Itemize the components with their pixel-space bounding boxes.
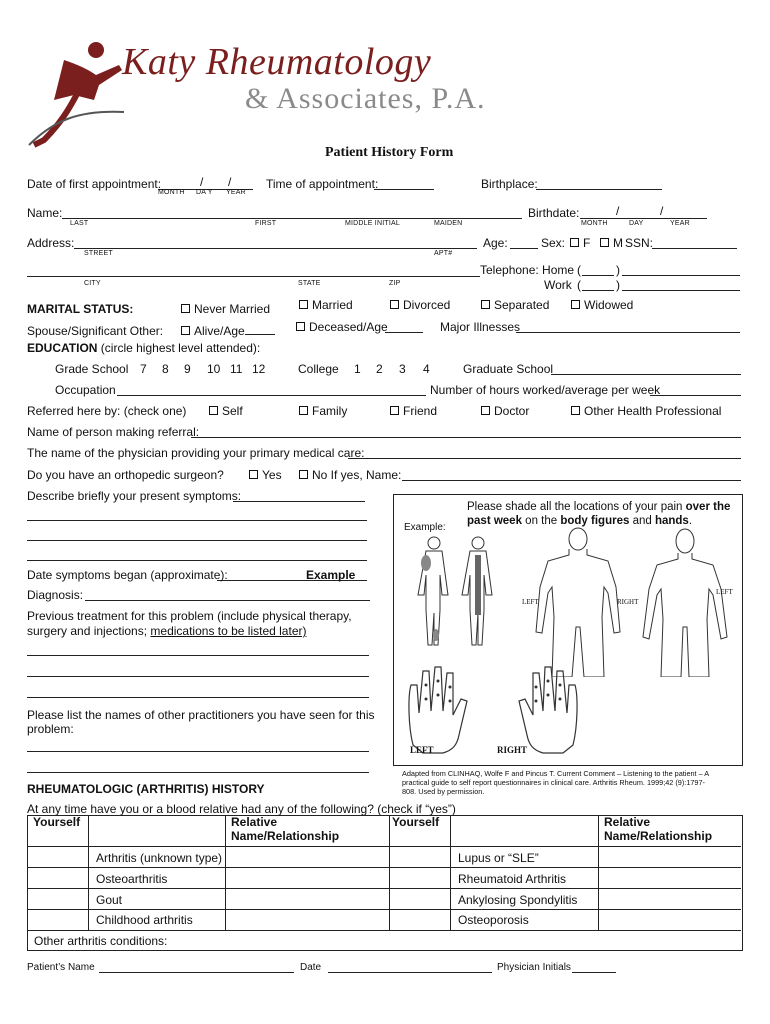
- deceased-option[interactable]: [296, 320, 388, 334]
- hours-field[interactable]: [650, 395, 741, 396]
- checkbox-icon[interactable]: [481, 406, 490, 415]
- footer-patient-name-field[interactable]: [99, 972, 294, 973]
- condition-osteoporosis: Osteoporosis: [458, 913, 529, 927]
- option-label: Family: [312, 404, 348, 418]
- back-body-figure-icon: [528, 527, 628, 677]
- diagnosis-label: Diagnosis:: [27, 588, 84, 602]
- checkbox-icon[interactable]: [209, 406, 218, 415]
- referral-friend[interactable]: [390, 404, 437, 418]
- row-divider: [27, 888, 741, 889]
- instr-emphasis: body figures: [560, 515, 630, 527]
- deceased-age-field[interactable]: [385, 332, 423, 333]
- logo-figure-icon: [24, 40, 134, 150]
- option-label: Married: [312, 298, 353, 312]
- referral-other[interactable]: [571, 404, 721, 418]
- citation-line: Adapted from CLINHAQ, Wolfe F and Pincus T. Current Comment – Listening to the patient – A: [402, 769, 710, 778]
- col-divider: [450, 815, 451, 930]
- col-divider: [88, 815, 89, 930]
- option-label: Deceased/Age: [309, 320, 388, 334]
- option-label: No If yes, Name:: [312, 468, 402, 482]
- option-label: Doctor: [494, 404, 530, 418]
- paren: ): [616, 278, 620, 292]
- ortho-no[interactable]: [299, 468, 401, 482]
- rheum-heading: RHEUMATOLOGIC (ARTHRITIS) HISTORY: [27, 782, 265, 796]
- option-label: Yes: [262, 468, 282, 482]
- treatment-line[interactable]: [27, 697, 369, 698]
- col-relative-line: Name/Relationship: [604, 829, 713, 843]
- paren: (: [577, 263, 581, 277]
- first-appt-label: Date of first appointment:: [27, 177, 162, 191]
- year-caption: YEAR: [226, 189, 246, 196]
- sex-m-option[interactable]: [600, 236, 623, 250]
- col-yourself-left: Yourself: [33, 815, 81, 829]
- state-caption: STATE: [298, 280, 321, 287]
- sex-label: Sex:: [541, 236, 566, 250]
- condition-rheumatoid: Rheumatoid Arthritis: [458, 872, 567, 886]
- city-field[interactable]: [27, 276, 480, 277]
- age-label: Age:: [483, 236, 508, 250]
- ortho-yes[interactable]: [249, 468, 282, 482]
- col-relative-right: [604, 815, 712, 843]
- city-caption: CITY: [84, 280, 101, 287]
- hand-left-label: LEFT: [410, 745, 434, 755]
- marital-option-divorced[interactable]: [390, 298, 450, 312]
- marital-option-married[interactable]: [299, 298, 353, 312]
- grade-11[interactable]: 11: [230, 362, 243, 376]
- first-caption: FIRST: [255, 220, 277, 227]
- form-title: Patient History Form: [325, 145, 454, 160]
- name-field[interactable]: [62, 218, 522, 219]
- checkbox-icon[interactable]: [600, 238, 609, 247]
- medications-note: medications to be listed later): [150, 624, 307, 638]
- option-label: Other Health Professional: [584, 404, 722, 418]
- citation: [402, 769, 709, 796]
- instr-text: and: [629, 515, 655, 527]
- treatment-line[interactable]: [27, 676, 369, 677]
- slash: /: [200, 175, 204, 189]
- last-caption: LAST: [70, 220, 89, 227]
- grade-8[interactable]: 8: [162, 362, 169, 376]
- ortho-label: Do you have an orthopedic surgeon?: [27, 468, 224, 482]
- symptoms-line[interactable]: [27, 560, 367, 561]
- time-label: Time of appointment:: [266, 177, 379, 191]
- col-relative-left: [231, 815, 339, 843]
- back-right-label: RIGHT: [617, 598, 639, 606]
- option-label: Separated: [494, 298, 550, 312]
- symptoms-field[interactable]: [233, 501, 365, 502]
- sex-f-label: F: [583, 236, 591, 250]
- citation-line: practical guide to self report questionnaires in clinical care. Arthritis Rheum. 1999;42 (9):1797-: [402, 778, 705, 787]
- education-heading: EDUCATION: [27, 341, 98, 355]
- symptoms-line[interactable]: [27, 540, 367, 541]
- condition-gout: Gout: [96, 893, 123, 907]
- col-divider: [225, 815, 226, 930]
- brand-line-2: & Associates, P.A.: [245, 82, 486, 115]
- occupation-label: Occupation: [55, 383, 116, 397]
- birthplace-label: Birthplace:: [481, 177, 538, 191]
- checkbox-icon[interactable]: [571, 300, 580, 309]
- college-3[interactable]: 3: [399, 362, 406, 376]
- alive-option[interactable]: [181, 324, 245, 338]
- graduate-field[interactable]: [551, 374, 741, 375]
- footer-date-label: Date: [300, 962, 322, 973]
- college-4[interactable]: 4: [423, 362, 430, 376]
- condition-ankylosing: Ankylosing Spondylitis: [458, 893, 578, 907]
- example-label: Example:: [404, 522, 446, 533]
- marital-option-widowed[interactable]: [571, 298, 633, 312]
- day-caption: DA Y: [196, 189, 213, 196]
- college-label: College: [298, 362, 339, 376]
- row-divider: [27, 867, 741, 868]
- treatment-line-2: [27, 624, 306, 638]
- marital-label: MARITAL STATUS:: [27, 302, 134, 316]
- row-divider: [27, 846, 741, 847]
- col-divider: [598, 815, 599, 930]
- col-relative-line: Relative: [231, 815, 278, 829]
- hours-label: Number of hours worked/average per week: [430, 383, 661, 397]
- grade-9[interactable]: 9: [184, 362, 191, 376]
- brand-line-1: Katy Rheumatology: [122, 41, 432, 83]
- bd-month-caption: MONTH: [581, 220, 608, 227]
- college-1[interactable]: 1: [354, 362, 361, 376]
- rheum-question: At any time have you or a blood relative had any of the following? (check if “yes”): [27, 802, 456, 816]
- illnesses-label: Major Illnesses: [440, 320, 521, 334]
- grade-10[interactable]: 10: [207, 362, 221, 376]
- checkbox-icon[interactable]: [249, 470, 258, 479]
- referred-label: Referred here by: (check one): [27, 404, 187, 418]
- citation-line: 808. Used by permission.: [402, 787, 485, 796]
- bd-day-caption: DAY: [629, 220, 644, 227]
- symptoms-label: Describe briefly your present symptoms:: [27, 489, 242, 503]
- option-label: Alive/Age: [194, 324, 245, 338]
- symptoms-line[interactable]: [27, 520, 367, 521]
- instr-emphasis: hands: [654, 515, 689, 527]
- slash: /: [228, 175, 232, 189]
- example-caption: Example: [306, 568, 356, 582]
- paren: ): [616, 263, 620, 277]
- hands-figure-icon: [403, 665, 623, 757]
- graduate-label: Graduate School: [463, 362, 554, 376]
- bd-year-caption: YEAR: [670, 220, 690, 227]
- alive-age-field[interactable]: [245, 334, 275, 335]
- option-label: Never Married: [194, 302, 271, 316]
- birthplace-field[interactable]: [536, 189, 662, 190]
- footer-initials-label: Physician Initials: [497, 962, 571, 973]
- grade-school-label: Grade School: [55, 362, 129, 376]
- education-label: [27, 341, 260, 355]
- instr-text: on the: [521, 515, 561, 527]
- birthdate-field[interactable]: [580, 218, 707, 219]
- paren: (: [577, 278, 581, 292]
- grade-7[interactable]: 7: [140, 362, 147, 376]
- footer-initials-field[interactable]: [572, 972, 616, 973]
- month-caption: MONTH: [158, 189, 185, 196]
- condition-osteoarthritis: Osteoarthritis: [96, 872, 168, 886]
- checkbox-icon[interactable]: [181, 304, 190, 313]
- row-divider: [27, 909, 741, 910]
- footer-date-field[interactable]: [328, 972, 492, 973]
- telephone-home-label: Telephone: Home: [480, 263, 575, 277]
- referral-self[interactable]: [209, 404, 243, 418]
- front-left-label: LEFT: [716, 588, 733, 596]
- education-instruction: (circle highest level attended):: [100, 341, 261, 355]
- time-field[interactable]: [374, 189, 434, 190]
- instr-emphasis: over the: [685, 501, 731, 513]
- began-label: Date symptoms began (approximate):: [27, 568, 228, 582]
- footer-patient-name-label: Patient’s Name: [27, 962, 95, 973]
- checkbox-icon[interactable]: [390, 300, 399, 309]
- work-area-field[interactable]: [582, 290, 614, 291]
- checkbox-icon[interactable]: [299, 300, 308, 309]
- referral-family[interactable]: [299, 404, 347, 418]
- front-body-figure-icon: [635, 527, 735, 677]
- ssn-label: SSN:: [625, 236, 654, 250]
- col-relative-line: Name/Relationship: [231, 829, 340, 843]
- checkbox-icon[interactable]: [181, 326, 190, 335]
- ssn-field[interactable]: [652, 248, 737, 249]
- marital-option-never[interactable]: [181, 302, 270, 316]
- condition-childhood: Childhood arthritis: [96, 913, 193, 927]
- occupation-field[interactable]: [117, 395, 426, 396]
- referral-person-label: Name of person making referral:: [27, 425, 200, 439]
- physician-label: The name of the physician providing your primary medical care:: [27, 446, 365, 460]
- checkbox-icon[interactable]: [296, 322, 305, 331]
- checkbox-icon[interactable]: [299, 470, 308, 479]
- checkbox-icon[interactable]: [571, 406, 580, 415]
- grade-12[interactable]: 12: [252, 362, 266, 376]
- street-caption: STREET: [84, 250, 113, 257]
- instr-emphasis: past week: [467, 515, 522, 527]
- sex-m-label: M: [613, 236, 623, 250]
- college-2[interactable]: 2: [376, 362, 383, 376]
- diagnosis-field[interactable]: [85, 600, 370, 601]
- logo: [24, 40, 134, 150]
- home-phone-field[interactable]: [622, 275, 740, 276]
- middle-caption: MIDDLE INITIAL: [345, 220, 400, 227]
- practitioners-line[interactable]: [27, 751, 369, 752]
- condition-arthritis-unknown: Arthritis (unknown type): [96, 851, 223, 865]
- slash: /: [660, 204, 664, 218]
- option-label: Widowed: [584, 298, 634, 312]
- practitioners-line[interactable]: [27, 772, 369, 773]
- checkbox-icon[interactable]: [570, 238, 579, 247]
- address-field[interactable]: [74, 248, 477, 249]
- other-conditions-label: Other arthritis conditions:: [34, 934, 168, 948]
- practitioners-line-1: Please list the names of other practitioners you have seen for this: [27, 708, 375, 722]
- maiden-caption: MAIDEN: [434, 220, 463, 227]
- work-phone-field[interactable]: [622, 290, 740, 291]
- birthdate-label: Birthdate:: [528, 206, 580, 220]
- spouse-label: Spouse/Significant Other:: [27, 324, 164, 338]
- condition-lupus: Lupus or “SLE”: [458, 851, 539, 865]
- telephone-work-label: Work: [544, 278, 572, 292]
- pain-instructions: [467, 500, 737, 528]
- row-divider: [27, 930, 741, 931]
- hand-right-label: RIGHT: [497, 745, 528, 755]
- illnesses-field[interactable]: [516, 332, 740, 333]
- option-label: Divorced: [403, 298, 451, 312]
- zip-caption: ZIP: [389, 280, 401, 287]
- treatment-text: surgery and injections;: [27, 624, 151, 638]
- instr-text: Please shade all the locations of your pain: [467, 501, 686, 513]
- physician-field[interactable]: [348, 458, 741, 459]
- practitioners-line-2: problem:: [27, 722, 74, 736]
- example-body-figures-icon: [412, 535, 502, 655]
- age-field[interactable]: [510, 248, 538, 249]
- treatment-line[interactable]: [27, 655, 369, 656]
- option-label: Self: [222, 404, 243, 418]
- referral-doctor[interactable]: [481, 404, 529, 418]
- col-yourself-right: Yourself: [392, 815, 440, 829]
- name-label: Name:: [27, 206, 63, 220]
- back-left-label: LEFT: [522, 598, 539, 606]
- sex-f-option[interactable]: [570, 236, 590, 250]
- checkbox-icon[interactable]: [481, 300, 490, 309]
- col-relative-line: Relative: [604, 815, 651, 829]
- instr-text: .: [688, 515, 693, 527]
- checkbox-icon[interactable]: [299, 406, 308, 415]
- treatment-line-1: Previous treatment for this problem (include physical therapy,: [27, 609, 352, 623]
- option-label: Friend: [403, 404, 438, 418]
- marital-option-separated[interactable]: [481, 298, 549, 312]
- home-area-field[interactable]: [582, 275, 614, 276]
- col-divider: [389, 815, 390, 930]
- apt-caption: APT#: [434, 250, 453, 257]
- slash: /: [616, 204, 620, 218]
- referral-person-field[interactable]: [191, 437, 741, 438]
- address-label: Address:: [27, 236, 75, 250]
- checkbox-icon[interactable]: [390, 406, 399, 415]
- ortho-name-field[interactable]: [402, 480, 741, 481]
